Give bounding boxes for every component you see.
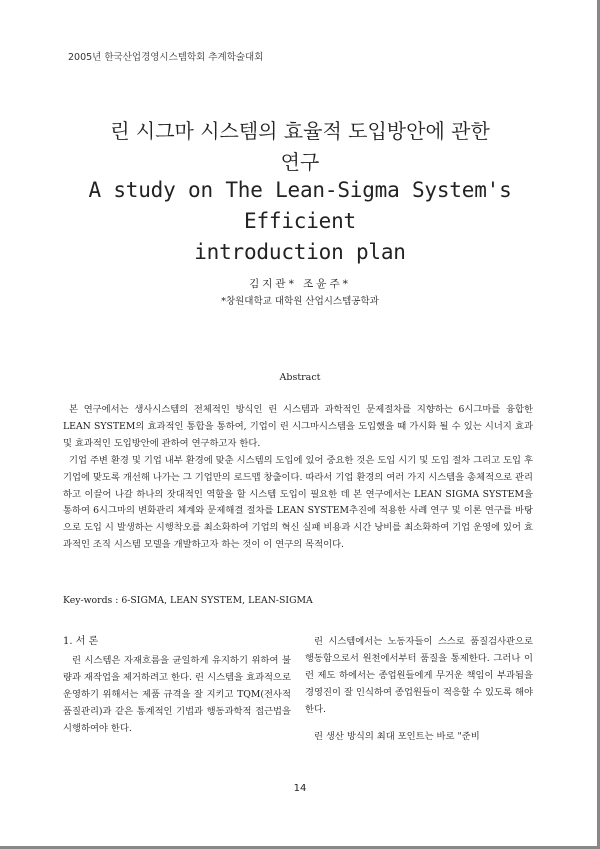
left-column <box>63 633 291 737</box>
right-column-paragraph-1: 린 시스템에서는 노동자들이 스스로 품질검사관으로 행동함으로서 원천에서부터 품질을 통제한다. 그러나 이런 제도 하에서는 종업원들에게 무거운 책임이 부과됨을 경영진이 잘 인식하여 종업원들이 적응할 수 있도록 해야 한다. <box>305 636 533 715</box>
abstract-paragraph-1: 본 연구에서는 생사시스템의 전체적인 방식인 린 시스템과 과학적인 문제절차를 지향하는 6시그마를 융합한 LEAN SYSTEM의 효과적인 통합을 통하여, 기업이 린 시그마시스템을 도입했을 때 가시화 될 수 있는 시너지 효과 및 효과적인 도입방안에 관하여 연구하고자 한다. <box>63 404 533 449</box>
left-column-paragraph: 린 시스템은 자재흐름을 균일하게 유지하기 위하여 불량과 재작업을 제거하려고 한다. 린 시스템을 효과적으로 운영하기 위해서는 제품 규격을 잘 지키고 TQM(전사적 품질관리)과 같은 통계적인 기법과 행동과학적 접근법을 시행하여야 한다. <box>63 655 291 734</box>
title-korean-line1: 린 시그마 시스템의 효율적 도입방안에 관한 <box>110 119 490 143</box>
title-korean <box>40 116 560 178</box>
right-column <box>305 633 533 745</box>
page-number: 14 <box>293 783 307 794</box>
abstract-paragraph-2: 기업 주변 환경 및 기업 내부 환경에 맞춘 시스템의 도입에 있어 중요한 것은 도입 시기 및 도입 절차 그리고 도입 후 기업에 맞도록 개선해 나가는 그 기업만의 로드맵 창출이다. 따라서 기업 환경의 여러 가지 시스템을 총체적으로 관리하고 이끌어 나갈 하나의 잣대적인 역할을 할 시스템 도입이 필요한 데 본 연구에서는 LEAN SIGMA SYSTEM을 통하여 6시그마의 변화관리 체계와 문제해결 절차를 LEAN SYSTEM추진에 적용한 사례 연구 및 이론 연구를 바탕으로 도입 시 발생하는 시행착오를 최소화하여 기업의 혁신 실패 비용과 시간 낭비를 최소화하여 기업 운영에 있어 효과적인 조직 시스템 모델을 개발하고자 하는 것이 이 연구의 목적이다. <box>63 454 533 551</box>
keywords: Key-words : 6-SIGMA, LEAN SYSTEM, LEAN-SIGMA <box>63 595 313 606</box>
title-english <box>40 175 560 268</box>
affiliation: *창원대학교 대학원 산업시스템공학과 <box>221 296 379 307</box>
authors: 김지관* 조윤주* <box>249 278 351 290</box>
abstract-body <box>63 402 533 554</box>
right-column-paragraph-2: 린 생산 방식의 최대 포인트는 바로 "준비 <box>314 731 480 742</box>
section-title: 1. 서 론 <box>63 636 99 647</box>
title-english-line1: A study on The Lean-Sigma System's Efficient <box>88 178 512 233</box>
abstract-heading: Abstract <box>279 372 321 383</box>
conference-header: 2005년 한국산업경영시스템학회 추계학술대회 <box>68 52 264 63</box>
title-korean-line2: 연구 <box>280 150 320 174</box>
title-english-line2: introduction plan <box>194 240 406 264</box>
